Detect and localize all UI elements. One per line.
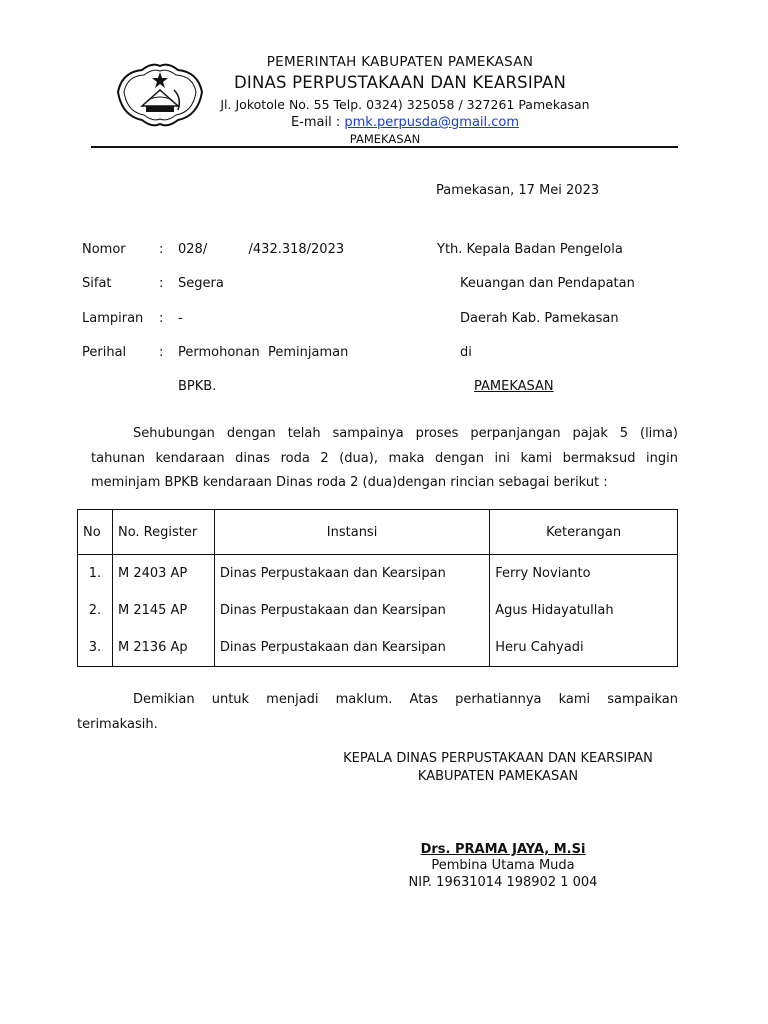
meta-nomor-colon: : [159, 242, 164, 257]
signature-title1: KEPALA DINAS PERPUSTAKAAN DAN KEARSIPAN [343, 751, 653, 766]
body-line2: tahunan kendaraan dinas roda 2 (dua), maka dengan ini kami bermaksud ingin [91, 451, 678, 466]
cell-keterangan: Agus Hidayatullah [490, 592, 678, 629]
cell-instansi: Dinas Perpustakaan dan Kearsipan [214, 592, 489, 629]
signature-name: Drs. PRAMA JAYA, M.Si [420, 842, 586, 857]
recipient-line1: Yth. Kepala Badan Pengelola [437, 242, 623, 257]
table-row [78, 592, 678, 629]
email-link[interactable]: pmk.perpusda@gmail.com [344, 115, 520, 130]
cell-instansi: Dinas Perpustakaan dan Kearsipan [214, 555, 489, 593]
signature-nip: NIP. 19631014 198902 1 004 [408, 875, 598, 890]
recipient-line5: PAMEKASAN [474, 379, 554, 394]
meta-nomor-value [178, 242, 344, 257]
meta-sifat-label: Sifat [82, 276, 112, 291]
meta-perihal-label: Perihal [82, 345, 127, 360]
meta-nomor-label: Nomor [82, 242, 126, 257]
body-line1: Sehubungan dengan telah sampainya proses perpanjangan pajak 5 (lima) [133, 426, 678, 441]
cell-register: M 2136 Ap [112, 629, 214, 667]
letterhead-email-line [220, 115, 590, 130]
letterhead-address: Jl. Jokotole No. 55 Telp. 0324) 325058 / 327261 Pamekasan [220, 97, 590, 112]
signature-title2: KABUPATEN PAMEKASAN [417, 769, 579, 784]
cell-no: 1. [78, 555, 113, 593]
letterhead-line2: DINAS PERPUSTAKAAN DAN KEARSIPAN [233, 73, 567, 92]
meta-sifat-value: Segera [178, 276, 224, 291]
closing-line2: terimakasih. [77, 717, 158, 732]
col-keterangan: Keterangan [490, 510, 678, 555]
recipient-line4: di [460, 345, 472, 360]
closing-line1: Demikian untuk menjadi maklum. Atas perhatiannya kami sampaikan [133, 692, 678, 707]
table-header-row [78, 510, 678, 555]
meta-perihal-continuation: BPKB. [178, 379, 217, 394]
cell-instansi: Dinas Perpustakaan dan Kearsipan [214, 629, 489, 667]
cell-no: 3. [78, 629, 113, 667]
meta-nomor-text: 028/ /432.318/2023 [178, 242, 345, 257]
email-label: E-mail : [290, 115, 345, 130]
letterhead-rule [91, 146, 678, 148]
letterhead-city: PAMEKASAN [349, 132, 421, 146]
meta-perihal-colon: : [159, 345, 164, 360]
cell-no: 2. [78, 592, 113, 629]
col-register: No. Register [112, 510, 214, 555]
meta-lampiran-value: - [178, 311, 183, 326]
signature-rank: Pembina Utama Muda [431, 858, 575, 873]
regency-logo [112, 60, 208, 130]
recipient-line2: Keuangan dan Pendapatan [460, 276, 635, 291]
meta-lampiran-colon: : [159, 311, 164, 326]
body-line3: meminjam BPKB kendaraan Dinas roda 2 (dua)dengan rincian sebagai berikut : [91, 475, 608, 490]
meta-sifat-colon: : [159, 276, 164, 291]
cell-register: M 2145 AP [112, 592, 214, 629]
meta-lampiran-label: Lampiran [82, 311, 144, 326]
meta-perihal-value: Permohonan Peminjaman [178, 345, 349, 360]
col-no: No [78, 510, 113, 555]
cell-keterangan: Heru Cahyadi [490, 629, 678, 667]
date-line: Pamekasan, 17 Mei 2023 [436, 183, 600, 198]
vehicle-table [77, 509, 678, 667]
recipient-line3: Daerah Kab. Pamekasan [460, 311, 619, 326]
letterhead-line1: PEMERINTAH KABUPATEN PAMEKASAN [266, 54, 534, 70]
table-row [78, 629, 678, 667]
col-instansi: Instansi [214, 510, 489, 555]
table-row [78, 555, 678, 593]
cell-keterangan: Ferry Novianto [490, 555, 678, 593]
cell-register: M 2403 AP [112, 555, 214, 593]
